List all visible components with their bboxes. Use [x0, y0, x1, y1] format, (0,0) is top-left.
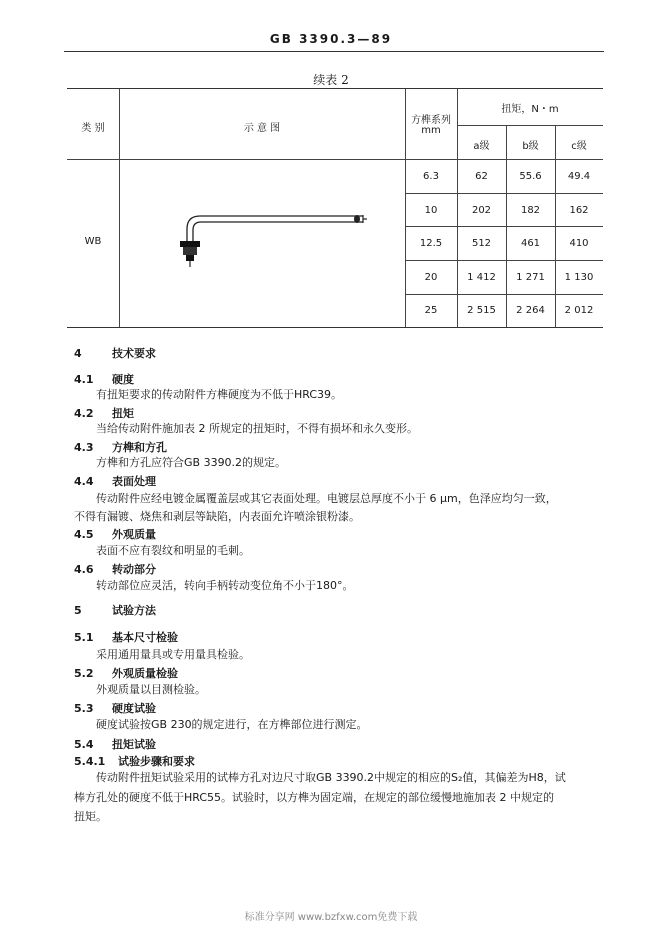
row4-c: 1 130 [564, 272, 594, 283]
page-header: GB 3390.3—89 [269, 32, 393, 46]
section-heading: 4.1 硬度 [74, 373, 134, 386]
paragraph: 扭矩。 [74, 810, 107, 823]
section-heading: 5.4.1 试验步骤和要求 [74, 755, 195, 768]
footer-watermark: 标准分享网 www.bzfxw.com免费下载 [244, 912, 418, 923]
row1-a: 62 [475, 171, 488, 182]
paragraph: 方榫和方孔应符合GB 3390.2的规定。 [96, 456, 287, 469]
row3-b: 461 [520, 238, 541, 249]
table-caption: 续表 2 [313, 73, 349, 87]
type-value: WB [84, 236, 102, 247]
paragraph: 传动附件扭矩试验采用的试棒方孔对边尺寸取GB 3390.2中规定的相应的S₂值，其偏差为H8，试 [96, 771, 566, 784]
grade-b-header: b级 [522, 141, 539, 152]
paragraph: 硬度试验按GB 230的规定进行，在方榫部位进行测定。 [96, 718, 368, 731]
section-heading: 5.2 外观质量检验 [74, 667, 178, 680]
col-square-header: 方榫系列 [411, 115, 451, 126]
row3-a: 512 [471, 238, 492, 249]
row1-c: 49.4 [567, 171, 591, 182]
col-type-header: 类 别 [81, 123, 105, 134]
section-heading: 4.4 表面处理 [74, 475, 156, 488]
section-heading: 4 技术要求 [74, 347, 156, 360]
row3-c: 410 [569, 238, 589, 249]
paragraph: 棒方孔处的硬度不低于HRC55。试验时，以方榫为固定端，在规定的部位缓慢地施加表 2 中规定的 [74, 791, 555, 804]
paragraph: 有扭矩要求的传动附件方榫硬度为不低于HRC39。 [96, 388, 343, 401]
section-heading: 4.2 扭矩 [74, 407, 134, 420]
paragraph: 转动部位应灵活，转向手柄转动变位角不小于180°。 [96, 579, 354, 592]
grade-a-header: a级 [473, 141, 490, 152]
section-heading: 4.5 外观质量 [74, 528, 156, 541]
col-torque-header: 扭矩，N・m [501, 104, 559, 115]
paragraph: 外观质量以目测检验。 [96, 683, 206, 696]
row2-b: 182 [520, 205, 541, 216]
row4-size: 20 [424, 272, 438, 283]
section-heading: 5.3 硬度试验 [74, 702, 156, 715]
torque-table [67, 88, 603, 328]
row5-size: 25 [424, 305, 438, 316]
row5-a: 2 515 [467, 305, 496, 316]
section-heading: 4.3 方榫和方孔 [74, 441, 167, 454]
paragraph: 表面不应有裂纹和明显的毛刺。 [96, 544, 250, 557]
row1-size: 6.3 [423, 171, 439, 182]
section-heading: 5.4 扭矩试验 [74, 738, 156, 751]
paragraph: 不得有漏镀、烧焦和剥层等缺陷，内表面允许喷涂银粉漆。 [74, 510, 360, 523]
col-square-unit: mm [421, 125, 441, 136]
paragraph: 当给传动附件施加表 2 所规定的扭矩时，不得有损坏和永久变形。 [96, 422, 418, 435]
paragraph: 传动附件应经电镀金属覆盖层或其它表面处理。电镀层总厚度不小于 6 μm，色泽应均匀一致， [96, 492, 557, 505]
section-heading: 4.6 转动部分 [74, 563, 156, 576]
row1-b: 55.6 [519, 171, 542, 182]
row2-a: 202 [471, 205, 492, 216]
col-diagram-header: 示 意 图 [243, 123, 281, 134]
row4-b: 1 271 [516, 272, 545, 283]
grade-c-header: c级 [571, 141, 587, 152]
row5-c: 2 012 [564, 305, 594, 316]
wrench-diagram [167, 199, 367, 269]
row5-b: 2 264 [516, 305, 545, 316]
section-heading: 5.1 基本尺寸检验 [74, 631, 178, 644]
row3-size: 12.5 [419, 238, 443, 249]
row2-size: 10 [424, 205, 438, 216]
section-heading: 5 试验方法 [74, 604, 156, 617]
paragraph: 采用通用量具或专用量具检验。 [96, 648, 250, 661]
header-rule [64, 51, 604, 52]
row2-c: 162 [569, 205, 589, 216]
row4-a: 1 412 [467, 272, 496, 283]
